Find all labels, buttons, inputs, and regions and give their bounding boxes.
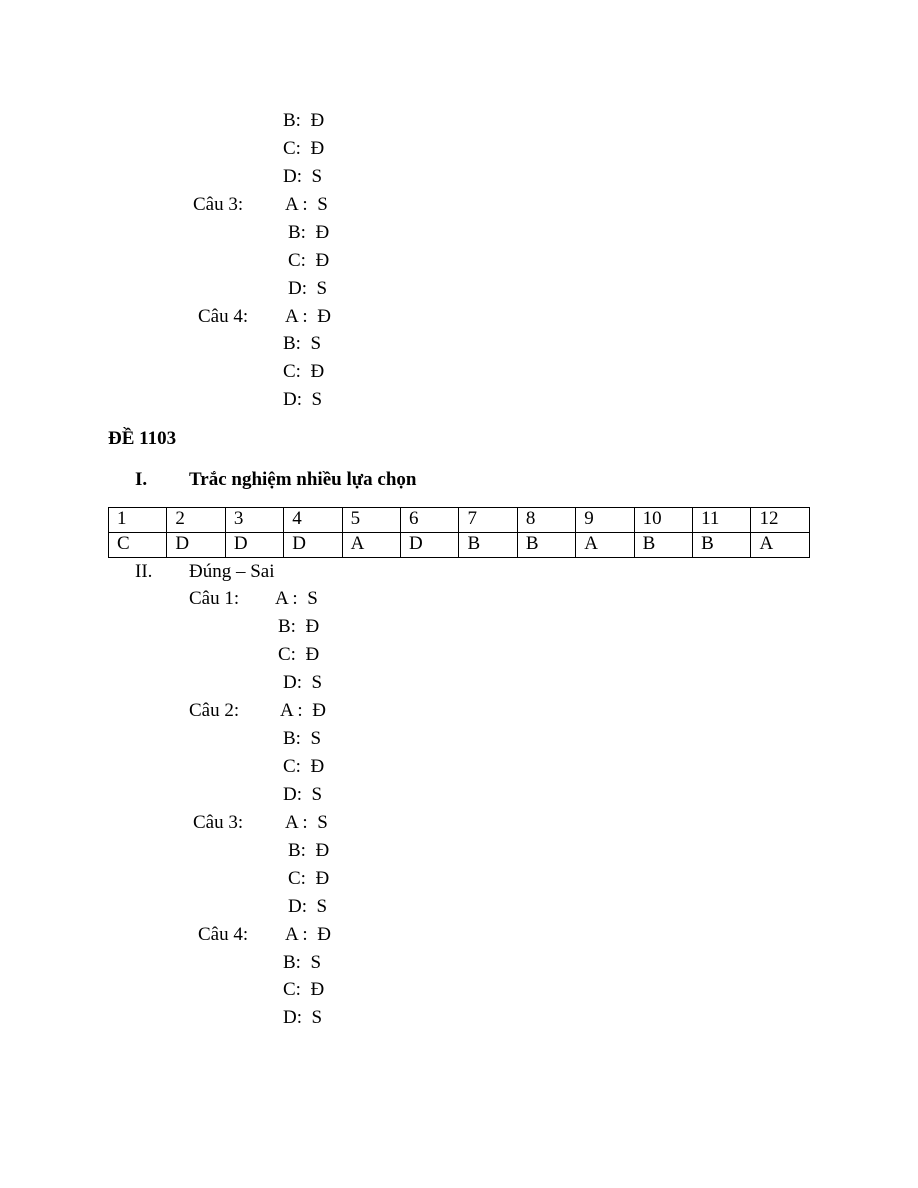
top-question-label-4: Câu 4: [198, 306, 249, 327]
bottom-question-label-3: Câu 3: [193, 812, 244, 833]
table-cell: 7 [459, 508, 517, 533]
table-cell: 1 [109, 508, 167, 533]
bottom-opt-3: C: Đ [278, 644, 320, 665]
top-opt-9: B: S [283, 333, 322, 354]
bottom-question-label-4: Câu 4: [198, 924, 249, 945]
top-opt-11: D: S [283, 389, 323, 410]
bottom-opt-13: A : Đ [285, 924, 331, 945]
bottom-opt-4: D: S [283, 672, 323, 693]
bottom-opt-9: A : S [285, 812, 328, 833]
top-opt-1: B: Đ [283, 110, 325, 131]
table-cell: D [225, 533, 283, 558]
table-cell: 4 [284, 508, 342, 533]
section-2-title: Đúng – Sai [189, 561, 275, 582]
table-cell: 9 [576, 508, 634, 533]
bottom-opt-11: C: Đ [288, 868, 330, 889]
answer-key-table [108, 507, 810, 558]
table-cell: A [751, 533, 810, 558]
top-question-label-3: Câu 3: [193, 194, 244, 215]
top-opt-3: D: S [283, 166, 323, 187]
table-cell: 8 [517, 508, 575, 533]
section-1-number: I. [135, 469, 148, 490]
top-opt-5: B: Đ [288, 222, 330, 243]
top-opt-10: C: Đ [283, 361, 325, 382]
bottom-opt-2: B: Đ [278, 616, 320, 637]
table-cell: 11 [693, 508, 751, 533]
table-cell: 3 [225, 508, 283, 533]
bottom-opt-5: A : Đ [280, 700, 326, 721]
table-cell: 5 [342, 508, 400, 533]
exam-code-heading: ĐỀ 1103 [108, 428, 177, 449]
section-1-title: Trắc nghiệm nhiều lựa chọn [189, 469, 417, 490]
bottom-question-label-2: Câu 2: [189, 700, 240, 721]
table-cell: B [517, 533, 575, 558]
table-cell: D [284, 533, 342, 558]
table-cell: B [634, 533, 692, 558]
table-cell: D [401, 533, 459, 558]
top-opt-6: C: Đ [288, 250, 330, 271]
table-cell: C [109, 533, 167, 558]
bottom-opt-1: A : S [275, 588, 318, 609]
table-cell: 12 [751, 508, 810, 533]
table-cell: D [167, 533, 225, 558]
table-cell: 10 [634, 508, 692, 533]
bottom-opt-10: B: Đ [288, 840, 330, 861]
top-opt-7: D: S [288, 278, 328, 299]
bottom-question-label-1: Câu 1: [189, 588, 240, 609]
table-cell: A [342, 533, 400, 558]
bottom-opt-8: D: S [283, 784, 323, 805]
table-cell: 2 [167, 508, 225, 533]
table-cell: B [459, 533, 517, 558]
bottom-opt-14: B: S [283, 952, 322, 973]
bottom-opt-7: C: Đ [283, 756, 325, 777]
bottom-opt-6: B: S [283, 728, 322, 749]
table-cell: 6 [401, 508, 459, 533]
top-opt-4: A : S [285, 194, 328, 215]
table-row-answers [109, 533, 810, 558]
section-2-number: II. [135, 561, 153, 582]
table-cell: A [576, 533, 634, 558]
bottom-opt-12: D: S [288, 896, 328, 917]
top-opt-2: C: Đ [283, 138, 325, 159]
bottom-opt-16: D: S [283, 1007, 323, 1028]
table-row-numbers [109, 508, 810, 533]
table-cell: B [693, 533, 751, 558]
bottom-opt-15: C: Đ [283, 979, 325, 1000]
top-opt-8: A : Đ [285, 306, 331, 327]
